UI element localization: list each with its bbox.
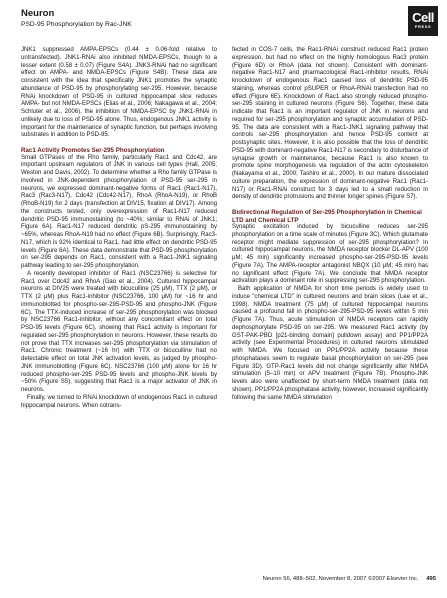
section-heading-bidirectional: Bidirectional Regulation of Ser-295 Phosphorylation in Chemical LTD and Chemical LTP — [232, 209, 422, 224]
footer-citation: Neuron 56, 488–502, November 8, 2007 ©2007 Elsevier Inc. — [262, 576, 419, 582]
logo-sub-text: PRESS — [414, 24, 432, 29]
page-footer — [263, 576, 436, 583]
left-paragraph-3: A recently developed inhibitor of Rac1 (NSC23766) is selective for Rac1 over Cdc42 and RhoA (Gao et al., 2004). Cultured hippocampal neurons at DIV25 were treated with bicuculline (25 μM), TTX (2 μM), or TTX (2 μM) plus Rac1-inhibitor (NSC23766, 100 μM) for ~16 hr and immunoblotted for phospho-ser-295-PSD-95 and phospho-JNK (Figure 6C). The TTX-induced increase of ser-295 phosphorylation was blocked by NSC23766 Rac1-inhibitor, without any concomitant effect on total PSD-95 levels (Figure 6C), showing that Rac1 activity is important for regulated ser-295 phosphorylation in neurons. However, these results do not prove that TTX increases ser-295 phosphorylation via stimulation of Rac1. Chronic treatment (~16 hr) with TTX or bicuculline had no detectable effect on total JNK activation levels, as judged by phospho-JNK immunoblotting (Figure 6C). NSC23766 (100 μM) alone for 16 hr reduced phospho-ser-295 PSD-95 levels and phospho-JNK levels by ~50% (Figure S5), suggesting that Rac1 is a major activator of JNK in neurons. — [21, 270, 217, 394]
left-column — [21, 47, 217, 410]
left-paragraph-2: Small GTPases of the Rho family, particularly Rac1 and Cdc42, are important upstream regulators of JNK in various cell types (Hall, 2005; Weston and Davis, 2002). To determine whether a Rho family GTPase is involved in JNK-dependent phosphorylation of PSD-95 ser-295 in neurons, we expressed dominant-negative forms of Rac1 (Rac1-N17), Rac3 (Rac3-N17), Cdc42 (Cdc42-N17), RhoA (RhoA-N19), or RhoB (RhoB-N19) for 2 days (transfection at DIV15, fixation at DIV17). Among the constructs tested, only overexpression of Rac1-N17 reduced dendritic PSD-95 immunostaining (to ~40%; similar to RNAi of JNK1; Figure 6A). Rac1-N17 reduced dendritic pS-295 immunostaining by ~65%, whereas RhoA-N19 had no effect (Figure 6B). Surprisingly, Rac3-N17, which is 92% identical to Rac1, had little effect on dendritic PSD-95 levels (Figure 6A). These data demonstrate that PSD-95 phosphorylation on ser-295 depends on Rac1, consistent with a Rac1-JNK1 signaling pathway leading to ser-295 phosphorylation. — [21, 154, 217, 270]
logo-main-text: Cell — [412, 10, 434, 25]
section-heading-rac1: Rac1 Activity Promotes Ser-295 Phosphorylation — [21, 147, 165, 154]
running-title: PSD-95 Phosphorylation by Rac-JNK — [21, 21, 132, 28]
left-paragraph-1: JNK1 suppressed AMPA-EPSCs (0.44 ± 0.06-fold relative to untransfected). JNK1-RNAi also inhibited NMDA-EPSCs, though to a lesser extent (0.58 ± 0.07) (Figure S4A). JNK3-RNAi had no significant effect on AMPA- and NMDA-EPSCs (Figure S4B). These data are consistent with the idea that specifically JNK1 promotes the synaptic abundance of PSD-95 by phosphorylating ser-295. However, because RNAi knockdown of PSD-95 in cultured hippocampal slice reduces AMPA- but not NMDA-EPSCs (Elias et al., 2006; Nakagawa et al., 2004; Schluter et al., 2006), the inhibition of NMDA-EPSC by JNK1-RNAi in unlikely due to loss of PSD-95 alone. Thus, endogenous JNK1 activity is important for the maintenance of synaptic function, but perhaps involving substrates in addition to PSD-95. — [21, 47, 217, 139]
journal-name: Neuron — [21, 8, 55, 19]
left-paragraph-4: Finally, we turned to RNAi knockdown of endogenous Rac1 in cultured hippocampal neurons. When cotrans- — [21, 394, 217, 409]
page-number: 495 — [426, 576, 436, 582]
page-header — [21, 8, 132, 29]
cell-press-logo — [408, 6, 438, 36]
right-paragraph-2: Synaptic excitation induced by bicuculline reduces ser-295 phosphorylation on a time scale of minutes (Figure 3C). Which glutamate receptor might mediate suppression of ser-295 phosphorylation? In cultured hippocampal neurons, the NMDA receptor blocker DL-APV (100 μM; 45 min) significantly increased phospho-ser-295-PSD-95 levels (Figure 7A). The AMPA-receptor antagonist NBQX (10 μM; 45 min) has no significant effect (Figure 7A). We conclude that NMDA receptor activation plays a dominant role in suppressing ser-295 phosphorylation. — [232, 224, 428, 285]
right-paragraph-3: Bath application of NMDA for short time periods is widely used to induce "chemical LTD" in cultured neurons and brain slices (Lee et al., 1998). NMDA treatment (75 μM) of cultured hippocampal neurons caused a profound fall in phospho-ser-295-PSD-95 levels within 5 min (Figure 7A). Thus, acute stimulation of NMDA receptors can rapidly dephosphorylate PSD-95 on ser-295. We measured Rac1 activity (by GST-PAK-PBD [p21-binding domain] pulldown assay) and PP1/PP2A activity (see Experimental Procedures) in cultured neurons stimulated with NMDA. We focused on PP1/PP2A activity because these phosphatases seem to regulate basal phosphorylation on ser-295 (see Figure 3D). GTP-Rac1 levels did not change significantly after NMDA stimulation (5–10 min) or APV treatment (Figure 7B). Phospho-JNK levels also were unaffected by short-term NMDA treatment (data not shown). PP1/PP2A phosphatase activity, however, increased significantly following the same NMDA stimulation — [232, 286, 428, 401]
right-column — [232, 47, 428, 402]
right-paragraph-1: fected in COS-7 cells, the Rac1-RNAi construct reduced Rac1 protein expression, but had no effect on the highly homologous Rac3 protein (Figure 6D) or RhoA (data not shown). Consistent with dominant-negative Rac1-N17 and pharmacological Rac1-inhibitor results, RNAi knockdown of endogenous Rac1 caused loss of dendritic PSD-95 staining, whereas control pSUPER or RhoA-RNAi transfection had no effect (Figure 6E). Knockdown of Rac1 also strongly reduced phospho-ser-295 staining in cultured neurons (Figure S6). Together, these data indicate that Rac1 is an important regulator of JNK in neurons and required for ser-295 phosphorylation and synaptic accumulation of PSD-95. The data are consistent with a Rac1-JNK1 signaling pathway that controls ser-295 phosphorylation and hence PSD-95 content at postsynaptic sites. However, it is also possible that the loss of dendritic PSD-95 with dominant-negative Rac1-N17 is secondary to disturbance of synapse growth or maintenance, because Rac1 is also known to promote spine morphogenesis via regulation of the actin cytoskeleton (Nakayama et al., 2000; Tashiro et al., 2000). In our mature dissociated culture preparation, the expression of dominant-negative Rac1 (Rac1-N17) or Rac1-RNAi construct for 3 days led to a small reduction in density of dendritic protrusions and thinner longer spines (Figure S7). — [232, 47, 428, 201]
